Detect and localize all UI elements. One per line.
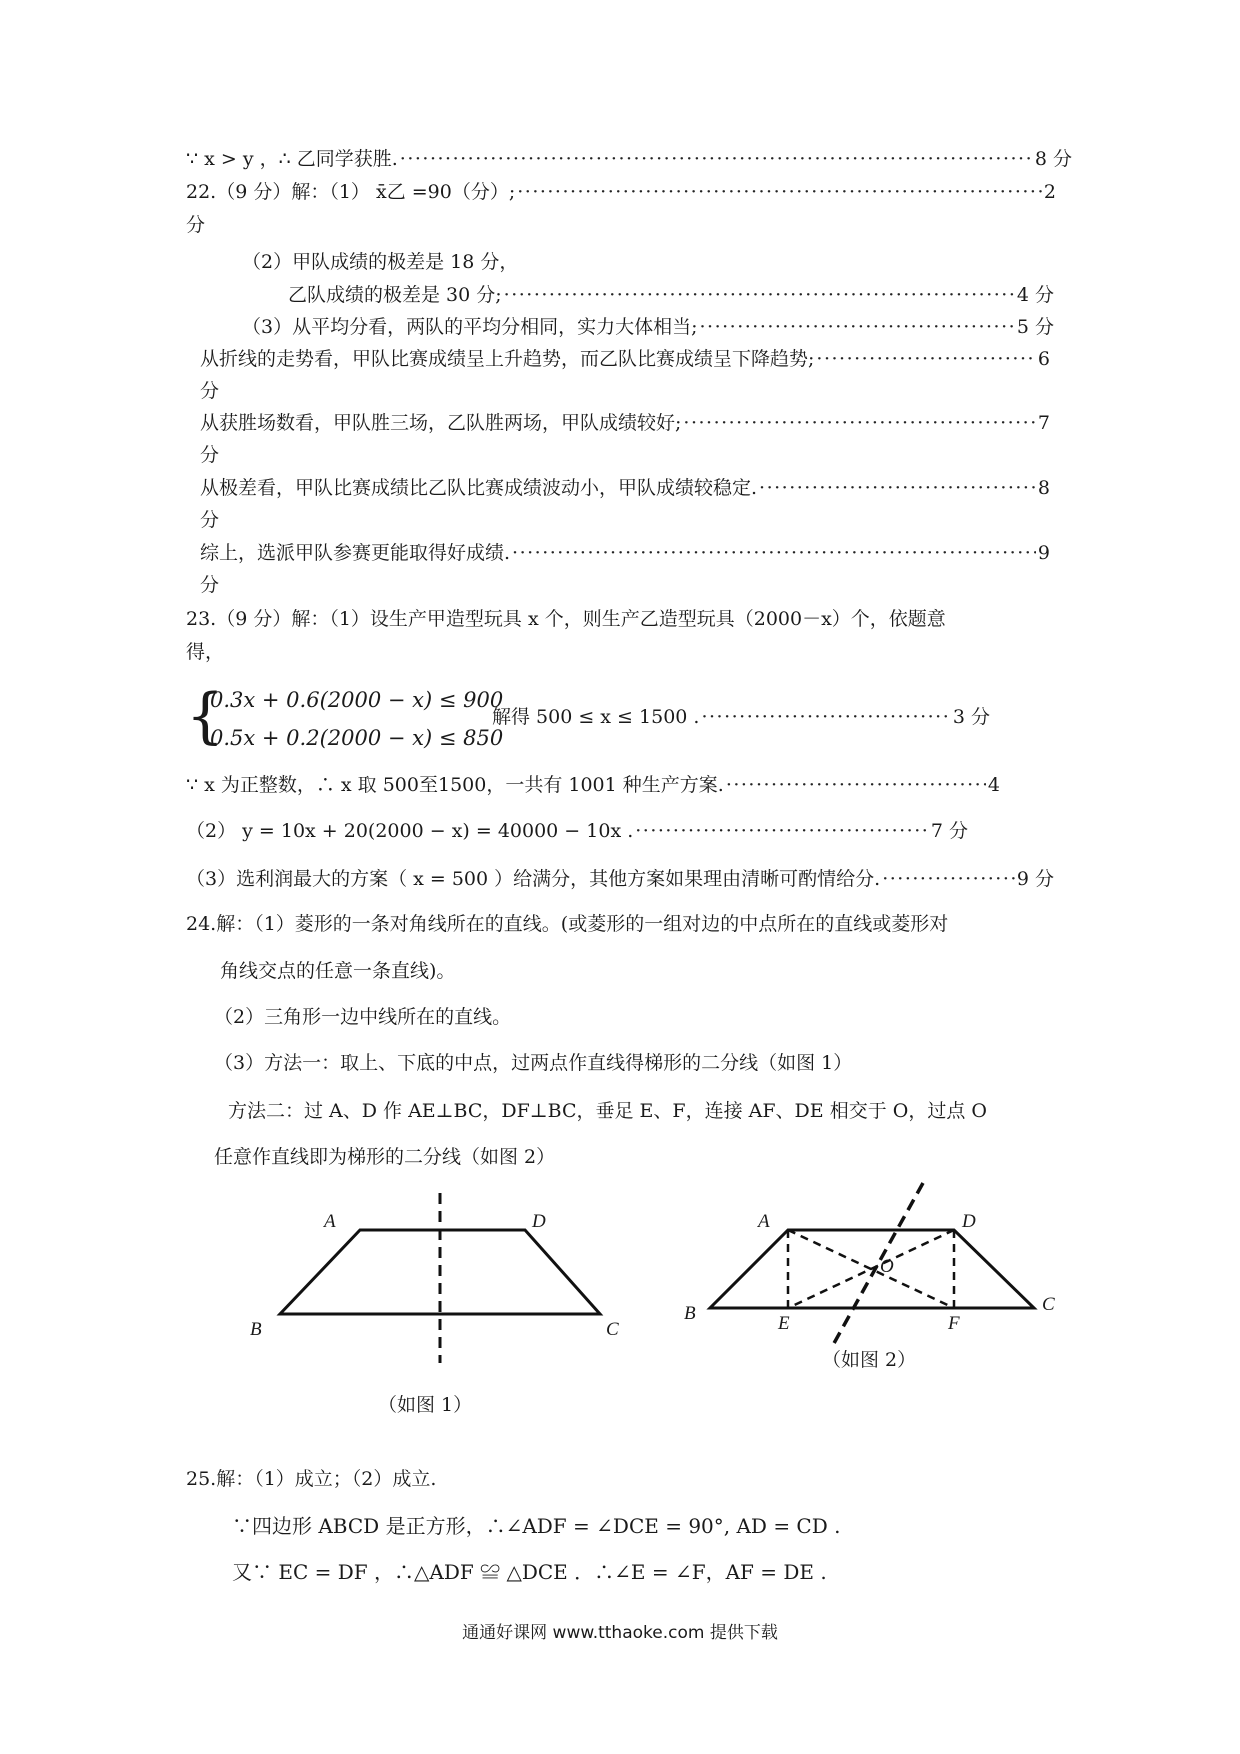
- leader-dots: [512, 544, 1036, 563]
- leader-dots: [882, 870, 1015, 889]
- answer-23-intro: 23.（9 分）解：（1）设生产甲造型玩具 x 个，则生产乙造型玩具（2000－x）个，依题意: [186, 608, 946, 630]
- answer-22-part1: [186, 183, 1056, 202]
- answer-23-part2: [186, 822, 968, 841]
- bisector-line: [833, 1183, 923, 1345]
- answer-22-part2a: （2）甲队成绩的极差是 18 分，: [242, 251, 519, 273]
- answer-text: ∵ x > y ，∴ 乙同学获胜.: [186, 148, 398, 170]
- answer-24-part2: （2）三角形一边中线所在的直线。: [214, 1006, 512, 1028]
- answer-text: 从折线的走势看，甲队比赛成绩呈上升趋势，而乙队比赛成绩呈下降趋势;: [200, 348, 815, 370]
- score-label: 7: [1037, 412, 1050, 434]
- answer-23-intro-wrap: 得，: [186, 641, 225, 663]
- answer-text: 22.（9 分）解：（1） x̄乙 =90（分）;: [186, 181, 516, 203]
- leader-dots: [400, 150, 1033, 169]
- answer-22-part3: [242, 318, 1054, 337]
- answer-21-conclusion: [186, 150, 1072, 169]
- score-label: 3 分: [952, 706, 990, 728]
- label-E: E: [778, 1313, 790, 1334]
- score-label: 9 分: [1016, 868, 1054, 890]
- answer-22-wins: [200, 414, 1050, 433]
- answer-23-part3: [186, 870, 1054, 889]
- leader-dots: [701, 708, 950, 727]
- inequality-2: 0.5x + 0.2(2000 − x) ≤ 850: [210, 726, 504, 750]
- answer-23-solution: [492, 708, 990, 727]
- score-label: 9: [1037, 542, 1050, 564]
- answer-25-step2: 又∵ EC = DF ，∴△ADF ≌ △DCE ．∴∠E = ∠F，AF = DE .: [232, 1560, 827, 1584]
- label-B: B: [250, 1319, 262, 1340]
- answer-text: （3）从平均分看，两队的平均分相同，实力大体相当;: [242, 316, 698, 338]
- figure-1-caption: （如图 1）: [378, 1394, 473, 1416]
- answer-text: （3）选利润最大的方案（ x = 500 ）给满分，其他方案如果理由清晰可酌情给分.: [186, 868, 881, 890]
- answer-text: 从极差看，甲队比赛成绩比乙队比赛成绩波动小，甲队成绩较稳定.: [200, 477, 758, 499]
- leader-dots: [517, 183, 1042, 202]
- score-label: 2: [1043, 181, 1056, 203]
- leader-dots: [635, 822, 929, 841]
- label-D: D: [962, 1211, 976, 1232]
- answer-text: 乙队成绩的极差是 30 分;: [288, 284, 502, 306]
- leader-dots: [816, 350, 1036, 369]
- label-F: F: [948, 1313, 960, 1334]
- leader-dots: [726, 776, 986, 795]
- leader-dots: [700, 318, 1015, 337]
- figure-1-trapezoid: [240, 1185, 640, 1370]
- answer-text: （2） y = 10x + 20(2000 − x) = 40000 − 10x .: [186, 820, 634, 842]
- answer-text: ∵ x 为正整数，∴ x 取 500至1500，一共有 1001 种生产方案.: [186, 774, 724, 796]
- label-D: D: [532, 1211, 546, 1232]
- score-wrap: 分: [200, 444, 220, 466]
- label-C: C: [1042, 1294, 1055, 1315]
- answer-24-method2: 方法二：过 A、D 作 AE⊥BC，DF⊥BC，垂足 E、F，连接 AF、DE 相交于 O，过点 O: [228, 1100, 987, 1122]
- label-O: O: [880, 1256, 894, 1277]
- label-C: C: [606, 1319, 619, 1340]
- score-wrap: 分: [200, 509, 220, 531]
- leader-dots: [683, 414, 1036, 433]
- score-wrap: 分: [200, 380, 220, 402]
- label-A: A: [758, 1211, 770, 1232]
- score-wrap: 分: [186, 214, 206, 236]
- score-label: 8: [1037, 477, 1050, 499]
- answer-22-part2b: [288, 286, 1054, 305]
- score-label: 5 分: [1016, 316, 1054, 338]
- score-label: 7 分: [930, 820, 968, 842]
- answer-22-range: [200, 479, 1050, 498]
- answer-22-trend: [200, 350, 1050, 369]
- answer-text: 解得 500 ≤ x ≤ 1500 .: [492, 706, 700, 728]
- answer-23-plans: [186, 776, 1000, 795]
- score-label: 6: [1037, 348, 1050, 370]
- answer-24-method1: （3）方法一：取上、下底的中点，过两点作直线得梯形的二分线（如图 1）: [214, 1052, 853, 1074]
- answer-25-step1: ∵四边形 ABCD 是正方形，∴∠ADF = ∠DCE = 90°, AD = CD .: [232, 1514, 841, 1538]
- answer-text: 综上，选派甲队参赛更能取得好成绩.: [200, 542, 511, 564]
- score-label: 8 分: [1034, 148, 1072, 170]
- brace-symbol: {: [186, 681, 225, 751]
- inequality-1: 0.3x + 0.6(2000 − x) ≤ 900: [210, 688, 504, 712]
- label-B: B: [684, 1303, 696, 1324]
- page-footer: 通通好课网 www.tthaoke.com 提供下载: [462, 1623, 778, 1643]
- leader-dots: [759, 479, 1036, 498]
- answer-24-method2-wrap: 任意作直线即为梯形的二分线（如图 2）: [214, 1146, 556, 1168]
- figure-2-caption: （如图 2）: [822, 1349, 917, 1371]
- answer-24-part1-wrap: 角线交点的任意一条直线)。: [220, 960, 456, 982]
- answer-25-intro: 25.解：（1）成立；（2）成立.: [186, 1468, 437, 1490]
- answer-text: 从获胜场数看，甲队胜三场，乙队胜两场，甲队成绩较好;: [200, 412, 682, 434]
- score-label: 4 分: [1016, 284, 1054, 306]
- answer-24-part1: 24.解：（1）菱形的一条对角线所在的直线。(或菱形的一组对边的中点所在的直线或菱形对: [186, 913, 949, 935]
- label-A: A: [324, 1211, 336, 1232]
- score-label: 4: [987, 774, 1000, 796]
- figure-2-trapezoid: [670, 1175, 1070, 1350]
- score-wrap: 分: [200, 574, 220, 596]
- leader-dots: [504, 286, 1015, 305]
- answer-22-summary: [200, 544, 1050, 563]
